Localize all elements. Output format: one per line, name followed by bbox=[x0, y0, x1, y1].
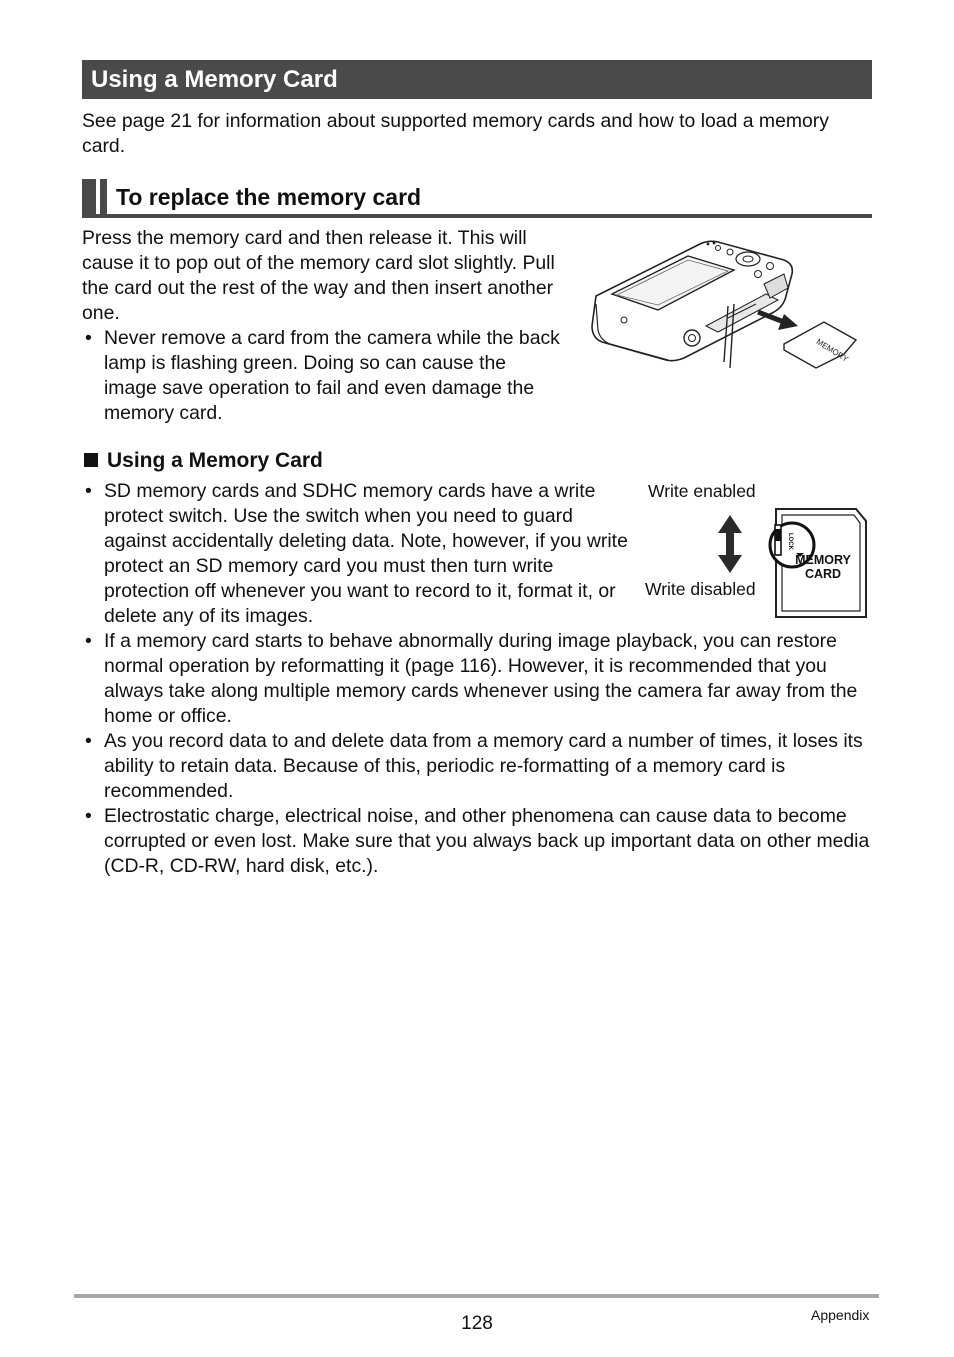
list-item-text: Electrostatic charge, electrical noise, and other phenomena can cause data to become corrupted or even lost. Make sure that you always back up important data on other media (CD-R, CD-RW, hard disk, etc.). bbox=[104, 805, 870, 877]
list-item-text: As you record data to and delete data from a memory card a number of times, it loses its ability to retain data. Because of this, periodic re-formatting of a memory card is recommended. bbox=[104, 730, 863, 802]
bullet-icon: • bbox=[85, 730, 92, 752]
heading-bar-decoration bbox=[100, 179, 107, 215]
card-lock-label: LOCK bbox=[787, 533, 793, 550]
square-bullet-icon bbox=[84, 453, 98, 467]
camera-card-removal-illustration bbox=[588, 234, 870, 374]
replace-card-text bbox=[82, 226, 562, 426]
list-item bbox=[82, 729, 872, 804]
subsection-heading bbox=[82, 179, 872, 218]
card-text-line2: CARD bbox=[804, 567, 842, 581]
main-heading: Using a Memory Card bbox=[82, 60, 872, 99]
replace-card-body: Press the memory card and then release it. This will cause it to pop out of the memory card slot slightly. Pull the card out the rest of the way and then insert another one. bbox=[82, 227, 555, 324]
list-item bbox=[82, 326, 562, 426]
bullet-icon: • bbox=[85, 480, 92, 502]
memory-card-subheading bbox=[82, 447, 323, 475]
list-item-text: SD memory cards and SDHC memory cards have a write protect switch. Use the switch when you need to guard against accidentally deleting data. Note, however, if you write protect an SD memory card you must then turn write protection off whenever you want to record to it, format it, or delete any of its images. bbox=[104, 480, 628, 627]
footer-section-name: Appendix bbox=[811, 1307, 870, 1323]
bullet-icon: • bbox=[85, 327, 92, 349]
up-down-arrow-icon bbox=[718, 515, 742, 573]
bullet-icon: • bbox=[85, 805, 92, 827]
memory-card-subheading-text: Using a Memory Card bbox=[107, 449, 323, 472]
list-item-text: If a memory card starts to behave abnormally during image playback, you can restore normal operation by reformatting it (page 116). However, it is recommended that you always take along multiple memory cards whenever using the camera far away from the home or office. bbox=[104, 630, 858, 727]
list-item bbox=[82, 804, 872, 879]
heading-bar-decoration bbox=[82, 179, 96, 215]
list-item bbox=[82, 479, 634, 629]
page-number: 128 bbox=[461, 1313, 493, 1334]
illustration-card-label: MEMORY bbox=[814, 337, 850, 364]
write-disabled-label: Write disabled bbox=[645, 579, 756, 599]
footer-divider bbox=[74, 1294, 879, 1298]
heading-underline bbox=[82, 214, 872, 218]
intro-paragraph: See page 21 for information about supported memory cards and how to load a memory card. bbox=[82, 110, 829, 157]
bullet-icon: • bbox=[85, 630, 92, 652]
list-item-text: Never remove a card from the camera while the back lamp is flashing green. Doing so can cause the image save operation to fail and even damage the memory card. bbox=[104, 327, 560, 424]
write-enabled-label: Write enabled bbox=[648, 481, 756, 501]
sd-card-write-switch-illustration bbox=[716, 505, 870, 623]
list-item bbox=[82, 629, 872, 729]
subsection-heading-text: To replace the memory card bbox=[116, 184, 422, 210]
card-text-line1: MEMORY bbox=[795, 553, 851, 567]
